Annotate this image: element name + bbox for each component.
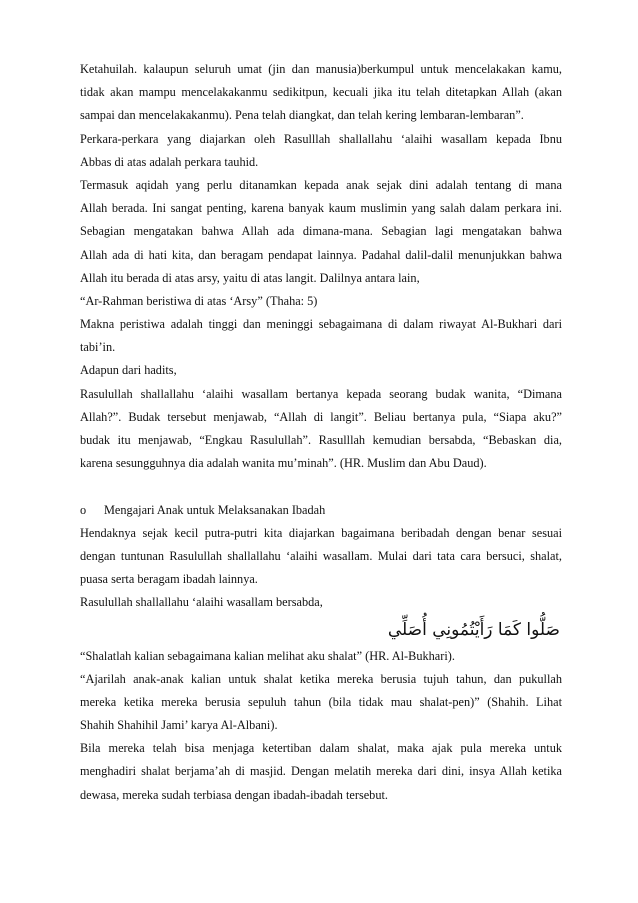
text-line: tidak akan mampu mencelakakanmu sedikitpun, kecuali jika itu telah ditetapkan Allah (akan xyxy=(80,85,562,100)
text-line: dewasa, mereka sudah terbiasa dengan ibadah-ibadah tersebut. xyxy=(80,787,388,802)
document-page xyxy=(80,58,562,807)
text-line: Rasulullah shallallahu ‘alaihi wasallam bersabda, xyxy=(80,595,323,610)
text-line: Allah?”. Budak tersebut menjawab, “Allah di langit”. Beliau bertanya pula, “Siapa aku?” xyxy=(80,409,562,424)
text-line: Termasuk aqidah yang perlu ditanamkan kepada anak sejak dini adalah tentang di mana xyxy=(80,177,562,192)
text-line: “Ar-Rahman beristiwa di atas ‘Arsy” (Thaha: 5) xyxy=(80,293,318,308)
text-line: “Ajarilah anak-anak kalian untuk shalat ketika mereka berusia tujuh tahun, dan pukullah xyxy=(80,671,562,686)
text-line: tabi’in. xyxy=(80,340,116,355)
text-line: Ketahuilah. kalaupun seluruh umat (jin dan manusia)berkumpul untuk mencelakakan kamu, xyxy=(80,62,562,76)
text-line: dengan tuntunan Rasulullah shallallahu ‘alaihi wasallam. Mulai dari tata cara bersuci, shalat, xyxy=(80,548,562,563)
text-line: Bila mereka telah bisa menjaga ketertiban dalam shalat, maka ajak pula mereka untuk xyxy=(80,741,562,756)
text-line: Hendaknya sejak kecil putra-putri kita diajarkan bagaimana beribadah dengan benar sesuai xyxy=(80,525,562,540)
text-line: Perkara-perkara yang diajarkan oleh Rasulllah shallallahu ‘alaihi wasallam kepada Ibnu xyxy=(80,131,562,146)
text-line: Rasulullah shallallahu ‘alaihi wasallam bertanya kepada seorang budak wanita, “Dimana xyxy=(80,386,562,401)
text-line: Adapun dari hadits, xyxy=(80,363,177,378)
text-line: mereka ketika mereka berusia sepuluh tahun (bila tidak mau shalat-pen)” (Shahih. Lihat xyxy=(80,694,562,709)
paragraph-gap xyxy=(80,475,562,498)
text-line: puasa serta beragam ibadah lainnya. xyxy=(80,572,258,587)
bullet-heading xyxy=(80,499,562,522)
bullet-marker: o xyxy=(80,502,87,517)
text-block-hadith xyxy=(80,645,562,807)
text-line: Allah ada di hati kita, dan beragam pendapat lainnya. Padahal dalil-dalil menunjukkan bahwa xyxy=(80,247,562,262)
text-line: Shahih Shahihil Jami’ karya Al-Albani). xyxy=(80,718,278,733)
text-line: Sebagian mengatakan bahwa Allah ada dimana-mana. Sebagian lagi mengatakan bahwa xyxy=(80,224,562,239)
text-line: Abbas di atas adalah perkara tauhid. xyxy=(80,154,259,169)
text-block-ibadah xyxy=(80,522,562,615)
text-line: budak itu menjawab, “Engkau Rasulullah”. Rasulllah kemudian bersabda, “Bebaskan dia, xyxy=(80,433,562,447)
text-line: menghadiri shalat berjama’ah di masjid. Dengan melatih mereka dari dini, insya Allah ketika xyxy=(80,764,562,779)
text-block-aqidah xyxy=(80,58,562,475)
text-line: Allah itu berada di atas arsy, yaitu di atas langit. Dalilnya antara lain, xyxy=(80,270,420,285)
text-line: sampai dan mencelakakanmu). Pena telah diangkat, dan telah kering lembaran-lembaran”. xyxy=(80,108,524,123)
text-line: karena sesungguhnya dia adalah wanita mu’minah”. (HR. Muslim dan Abu Daud). xyxy=(80,456,487,471)
text-line: Makna peristiwa adalah tinggi dan meninggi sebagaimana di dalam riwayat Al-Bukhari dari xyxy=(80,317,562,332)
arabic-hadith-text: صَلُّوا كَمَا رَأَيْتُمُونِي أُصَلِّي xyxy=(387,619,560,640)
text-line: “Shalatlah kalian sebagaimana kalian melihat aku shalat” (HR. Al-Bukhari). xyxy=(80,648,455,663)
bullet-heading-text: Mengajari Anak untuk Melaksanakan Ibadah xyxy=(104,502,326,517)
text-line: Allah berada. Ini sangat penting, karena banyak kaum muslimin yang salah dalam perkara ini. xyxy=(80,201,562,216)
